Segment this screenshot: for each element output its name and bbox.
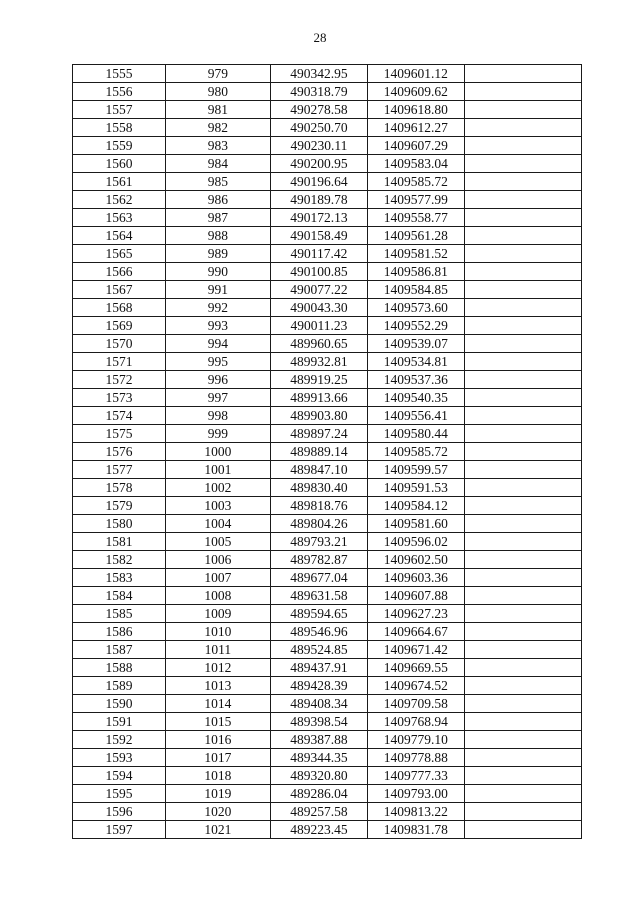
vertex-number-cell: 1019	[165, 785, 270, 803]
vertex-number-cell: 988	[165, 227, 270, 245]
extra-cell	[464, 785, 581, 803]
x-coordinate-cell: 489919.25	[270, 371, 367, 389]
y-coordinate-cell: 1409585.72	[367, 443, 464, 461]
extra-cell	[464, 425, 581, 443]
x-coordinate-cell: 490158.49	[270, 227, 367, 245]
extra-cell	[464, 299, 581, 317]
point-number-cell: 1595	[73, 785, 166, 803]
table-row	[73, 569, 582, 587]
point-number-cell: 1588	[73, 659, 166, 677]
vertex-number-cell: 995	[165, 353, 270, 371]
extra-cell	[464, 65, 581, 83]
table-row	[73, 335, 582, 353]
x-coordinate-cell: 490200.95	[270, 155, 367, 173]
point-number-cell: 1572	[73, 371, 166, 389]
extra-cell	[464, 119, 581, 137]
y-coordinate-cell: 1409580.44	[367, 425, 464, 443]
vertex-number-cell: 1012	[165, 659, 270, 677]
point-number-cell: 1570	[73, 335, 166, 353]
y-coordinate-cell: 1409556.41	[367, 407, 464, 425]
point-number-cell: 1597	[73, 821, 166, 839]
x-coordinate-cell: 489960.65	[270, 335, 367, 353]
vertex-number-cell: 980	[165, 83, 270, 101]
extra-cell	[464, 695, 581, 713]
point-number-cell: 1585	[73, 605, 166, 623]
x-coordinate-cell: 489594.65	[270, 605, 367, 623]
point-number-cell: 1587	[73, 641, 166, 659]
table-row	[73, 227, 582, 245]
table-row	[73, 605, 582, 623]
extra-cell	[464, 101, 581, 119]
table-row	[73, 65, 582, 83]
extra-cell	[464, 209, 581, 227]
extra-cell	[464, 389, 581, 407]
table-row	[73, 551, 582, 569]
vertex-number-cell: 990	[165, 263, 270, 281]
extra-cell	[464, 245, 581, 263]
table-row	[73, 155, 582, 173]
table-row	[73, 389, 582, 407]
table-row	[73, 209, 582, 227]
vertex-number-cell: 999	[165, 425, 270, 443]
table-row	[73, 821, 582, 839]
extra-cell	[464, 353, 581, 371]
point-number-cell: 1591	[73, 713, 166, 731]
table-row	[73, 713, 582, 731]
extra-cell	[464, 281, 581, 299]
extra-cell	[464, 713, 581, 731]
y-coordinate-cell: 1409777.33	[367, 767, 464, 785]
x-coordinate-cell: 489387.88	[270, 731, 367, 749]
x-coordinate-cell: 489223.45	[270, 821, 367, 839]
table-row	[73, 245, 582, 263]
vertex-number-cell: 1013	[165, 677, 270, 695]
point-number-cell: 1579	[73, 497, 166, 515]
y-coordinate-cell: 1409602.50	[367, 551, 464, 569]
point-number-cell: 1575	[73, 425, 166, 443]
y-coordinate-cell: 1409584.85	[367, 281, 464, 299]
y-coordinate-cell: 1409671.42	[367, 641, 464, 659]
table-row	[73, 299, 582, 317]
y-coordinate-cell: 1409664.67	[367, 623, 464, 641]
table-row	[73, 587, 582, 605]
vertex-number-cell: 998	[165, 407, 270, 425]
point-number-cell: 1557	[73, 101, 166, 119]
point-number-cell: 1569	[73, 317, 166, 335]
x-coordinate-cell: 490100.85	[270, 263, 367, 281]
extra-cell	[464, 641, 581, 659]
y-coordinate-cell: 1409793.00	[367, 785, 464, 803]
table-row	[73, 533, 582, 551]
x-coordinate-cell: 489257.58	[270, 803, 367, 821]
x-coordinate-cell: 490342.95	[270, 65, 367, 83]
y-coordinate-cell: 1409609.62	[367, 83, 464, 101]
point-number-cell: 1590	[73, 695, 166, 713]
point-number-cell: 1573	[73, 389, 166, 407]
x-coordinate-cell: 489847.10	[270, 461, 367, 479]
vertex-number-cell: 1018	[165, 767, 270, 785]
extra-cell	[464, 191, 581, 209]
extra-cell	[464, 263, 581, 281]
table-row	[73, 641, 582, 659]
x-coordinate-cell: 490117.42	[270, 245, 367, 263]
x-coordinate-cell: 489428.39	[270, 677, 367, 695]
extra-cell	[464, 371, 581, 389]
vertex-number-cell: 982	[165, 119, 270, 137]
table-row	[73, 623, 582, 641]
extra-cell	[464, 155, 581, 173]
table-row	[73, 749, 582, 767]
vertex-number-cell: 1020	[165, 803, 270, 821]
point-number-cell: 1574	[73, 407, 166, 425]
y-coordinate-cell: 1409573.60	[367, 299, 464, 317]
table-row	[73, 803, 582, 821]
y-coordinate-cell: 1409596.02	[367, 533, 464, 551]
x-coordinate-cell: 490318.79	[270, 83, 367, 101]
point-number-cell: 1560	[73, 155, 166, 173]
y-coordinate-cell: 1409591.53	[367, 479, 464, 497]
y-coordinate-cell: 1409674.52	[367, 677, 464, 695]
y-coordinate-cell: 1409586.81	[367, 263, 464, 281]
point-number-cell: 1556	[73, 83, 166, 101]
y-coordinate-cell: 1409581.52	[367, 245, 464, 263]
x-coordinate-cell: 489286.04	[270, 785, 367, 803]
vertex-number-cell: 986	[165, 191, 270, 209]
table-row	[73, 407, 582, 425]
vertex-number-cell: 1006	[165, 551, 270, 569]
x-coordinate-cell: 489782.87	[270, 551, 367, 569]
x-coordinate-cell: 489804.26	[270, 515, 367, 533]
y-coordinate-cell: 1409539.07	[367, 335, 464, 353]
extra-cell	[464, 677, 581, 695]
y-coordinate-cell: 1409599.57	[367, 461, 464, 479]
vertex-number-cell: 992	[165, 299, 270, 317]
extra-cell	[464, 605, 581, 623]
vertex-number-cell: 984	[165, 155, 270, 173]
x-coordinate-cell: 489903.80	[270, 407, 367, 425]
point-number-cell: 1593	[73, 749, 166, 767]
extra-cell	[464, 515, 581, 533]
y-coordinate-cell: 1409779.10	[367, 731, 464, 749]
point-number-cell: 1596	[73, 803, 166, 821]
point-number-cell: 1559	[73, 137, 166, 155]
page-number: 28	[313, 30, 327, 45]
table-row	[73, 731, 582, 749]
point-number-cell: 1558	[73, 119, 166, 137]
x-coordinate-cell: 489897.24	[270, 425, 367, 443]
x-coordinate-cell: 489677.04	[270, 569, 367, 587]
x-coordinate-cell: 490077.22	[270, 281, 367, 299]
extra-cell	[464, 479, 581, 497]
y-coordinate-cell: 1409607.88	[367, 587, 464, 605]
point-number-cell: 1592	[73, 731, 166, 749]
point-number-cell: 1555	[73, 65, 166, 83]
point-number-cell: 1576	[73, 443, 166, 461]
vertex-number-cell: 1016	[165, 731, 270, 749]
table-row	[73, 137, 582, 155]
vertex-number-cell: 1017	[165, 749, 270, 767]
vertex-number-cell: 1000	[165, 443, 270, 461]
table-row	[73, 425, 582, 443]
table-row	[73, 677, 582, 695]
point-number-cell: 1562	[73, 191, 166, 209]
point-number-cell: 1568	[73, 299, 166, 317]
x-coordinate-cell: 489546.96	[270, 623, 367, 641]
y-coordinate-cell: 1409581.60	[367, 515, 464, 533]
point-number-cell: 1563	[73, 209, 166, 227]
extra-cell	[464, 821, 581, 839]
point-number-cell: 1571	[73, 353, 166, 371]
x-coordinate-cell: 489830.40	[270, 479, 367, 497]
extra-cell	[464, 335, 581, 353]
extra-cell	[464, 227, 581, 245]
table-row	[73, 479, 582, 497]
vertex-number-cell: 1001	[165, 461, 270, 479]
x-coordinate-cell: 489932.81	[270, 353, 367, 371]
x-coordinate-cell: 490172.13	[270, 209, 367, 227]
extra-cell	[464, 587, 581, 605]
x-coordinate-cell: 489631.58	[270, 587, 367, 605]
table-row	[73, 767, 582, 785]
y-coordinate-cell: 1409618.80	[367, 101, 464, 119]
x-coordinate-cell: 489793.21	[270, 533, 367, 551]
x-coordinate-cell: 489524.85	[270, 641, 367, 659]
table-row	[73, 281, 582, 299]
extra-cell	[464, 461, 581, 479]
point-number-cell: 1567	[73, 281, 166, 299]
extra-cell	[464, 497, 581, 515]
point-number-cell: 1566	[73, 263, 166, 281]
point-number-cell: 1594	[73, 767, 166, 785]
y-coordinate-cell: 1409534.81	[367, 353, 464, 371]
table-row	[73, 371, 582, 389]
table-row	[73, 191, 582, 209]
table-row	[73, 659, 582, 677]
table-row	[73, 443, 582, 461]
table-row	[73, 173, 582, 191]
y-coordinate-cell: 1409603.36	[367, 569, 464, 587]
extra-cell	[464, 569, 581, 587]
extra-cell	[464, 443, 581, 461]
point-number-cell: 1584	[73, 587, 166, 605]
vertex-number-cell: 994	[165, 335, 270, 353]
point-number-cell: 1561	[73, 173, 166, 191]
vertex-number-cell: 989	[165, 245, 270, 263]
extra-cell	[464, 317, 581, 335]
x-coordinate-cell: 490011.23	[270, 317, 367, 335]
extra-cell	[464, 407, 581, 425]
vertex-number-cell: 981	[165, 101, 270, 119]
point-number-cell: 1577	[73, 461, 166, 479]
coordinates-table	[72, 64, 582, 839]
point-number-cell: 1565	[73, 245, 166, 263]
vertex-number-cell: 1002	[165, 479, 270, 497]
y-coordinate-cell: 1409561.28	[367, 227, 464, 245]
point-number-cell: 1583	[73, 569, 166, 587]
x-coordinate-cell: 490189.78	[270, 191, 367, 209]
table-row	[73, 695, 582, 713]
x-coordinate-cell: 490230.11	[270, 137, 367, 155]
x-coordinate-cell: 490196.64	[270, 173, 367, 191]
extra-cell	[464, 749, 581, 767]
y-coordinate-cell: 1409537.36	[367, 371, 464, 389]
point-number-cell: 1564	[73, 227, 166, 245]
extra-cell	[464, 83, 581, 101]
vertex-number-cell: 993	[165, 317, 270, 335]
extra-cell	[464, 803, 581, 821]
table-row	[73, 119, 582, 137]
vertex-number-cell: 997	[165, 389, 270, 407]
y-coordinate-cell: 1409558.77	[367, 209, 464, 227]
vertex-number-cell: 1008	[165, 587, 270, 605]
point-number-cell: 1581	[73, 533, 166, 551]
y-coordinate-cell: 1409584.12	[367, 497, 464, 515]
vertex-number-cell: 1011	[165, 641, 270, 659]
x-coordinate-cell: 489889.14	[270, 443, 367, 461]
vertex-number-cell: 987	[165, 209, 270, 227]
extra-cell	[464, 731, 581, 749]
extra-cell	[464, 533, 581, 551]
x-coordinate-cell: 489408.34	[270, 695, 367, 713]
vertex-number-cell: 1021	[165, 821, 270, 839]
extra-cell	[464, 173, 581, 191]
y-coordinate-cell: 1409577.99	[367, 191, 464, 209]
y-coordinate-cell: 1409585.72	[367, 173, 464, 191]
vertex-number-cell: 979	[165, 65, 270, 83]
point-number-cell: 1578	[73, 479, 166, 497]
y-coordinate-cell: 1409612.27	[367, 119, 464, 137]
vertex-number-cell: 1005	[165, 533, 270, 551]
y-coordinate-cell: 1409627.23	[367, 605, 464, 623]
y-coordinate-cell: 1409607.29	[367, 137, 464, 155]
x-coordinate-cell: 489437.91	[270, 659, 367, 677]
point-number-cell: 1580	[73, 515, 166, 533]
vertex-number-cell: 1015	[165, 713, 270, 731]
table-row	[73, 101, 582, 119]
vertex-number-cell: 991	[165, 281, 270, 299]
x-coordinate-cell: 490043.30	[270, 299, 367, 317]
x-coordinate-cell: 489320.80	[270, 767, 367, 785]
x-coordinate-cell: 489398.54	[270, 713, 367, 731]
vertex-number-cell: 996	[165, 371, 270, 389]
y-coordinate-cell: 1409601.12	[367, 65, 464, 83]
extra-cell	[464, 623, 581, 641]
y-coordinate-cell: 1409831.78	[367, 821, 464, 839]
table-row	[73, 83, 582, 101]
table-row	[73, 461, 582, 479]
point-number-cell: 1582	[73, 551, 166, 569]
x-coordinate-cell: 489818.76	[270, 497, 367, 515]
x-coordinate-cell: 489913.66	[270, 389, 367, 407]
y-coordinate-cell: 1409768.94	[367, 713, 464, 731]
vertex-number-cell: 983	[165, 137, 270, 155]
table-row	[73, 515, 582, 533]
point-number-cell: 1586	[73, 623, 166, 641]
extra-cell	[464, 551, 581, 569]
y-coordinate-cell: 1409552.29	[367, 317, 464, 335]
y-coordinate-cell: 1409669.55	[367, 659, 464, 677]
point-number-cell: 1589	[73, 677, 166, 695]
vertex-number-cell: 1014	[165, 695, 270, 713]
vertex-number-cell: 1007	[165, 569, 270, 587]
vertex-number-cell: 1003	[165, 497, 270, 515]
extra-cell	[464, 659, 581, 677]
y-coordinate-cell: 1409813.22	[367, 803, 464, 821]
vertex-number-cell: 1010	[165, 623, 270, 641]
table-row	[73, 497, 582, 515]
vertex-number-cell: 1004	[165, 515, 270, 533]
x-coordinate-cell: 490278.58	[270, 101, 367, 119]
extra-cell	[464, 767, 581, 785]
y-coordinate-cell: 1409709.58	[367, 695, 464, 713]
y-coordinate-cell: 1409778.88	[367, 749, 464, 767]
table-row	[73, 263, 582, 281]
extra-cell	[464, 137, 581, 155]
y-coordinate-cell: 1409540.35	[367, 389, 464, 407]
y-coordinate-cell: 1409583.04	[367, 155, 464, 173]
x-coordinate-cell: 489344.35	[270, 749, 367, 767]
table-row	[73, 353, 582, 371]
table-row	[73, 317, 582, 335]
x-coordinate-cell: 490250.70	[270, 119, 367, 137]
vertex-number-cell: 985	[165, 173, 270, 191]
vertex-number-cell: 1009	[165, 605, 270, 623]
coordinates-table-body	[73, 65, 582, 839]
table-row	[73, 785, 582, 803]
